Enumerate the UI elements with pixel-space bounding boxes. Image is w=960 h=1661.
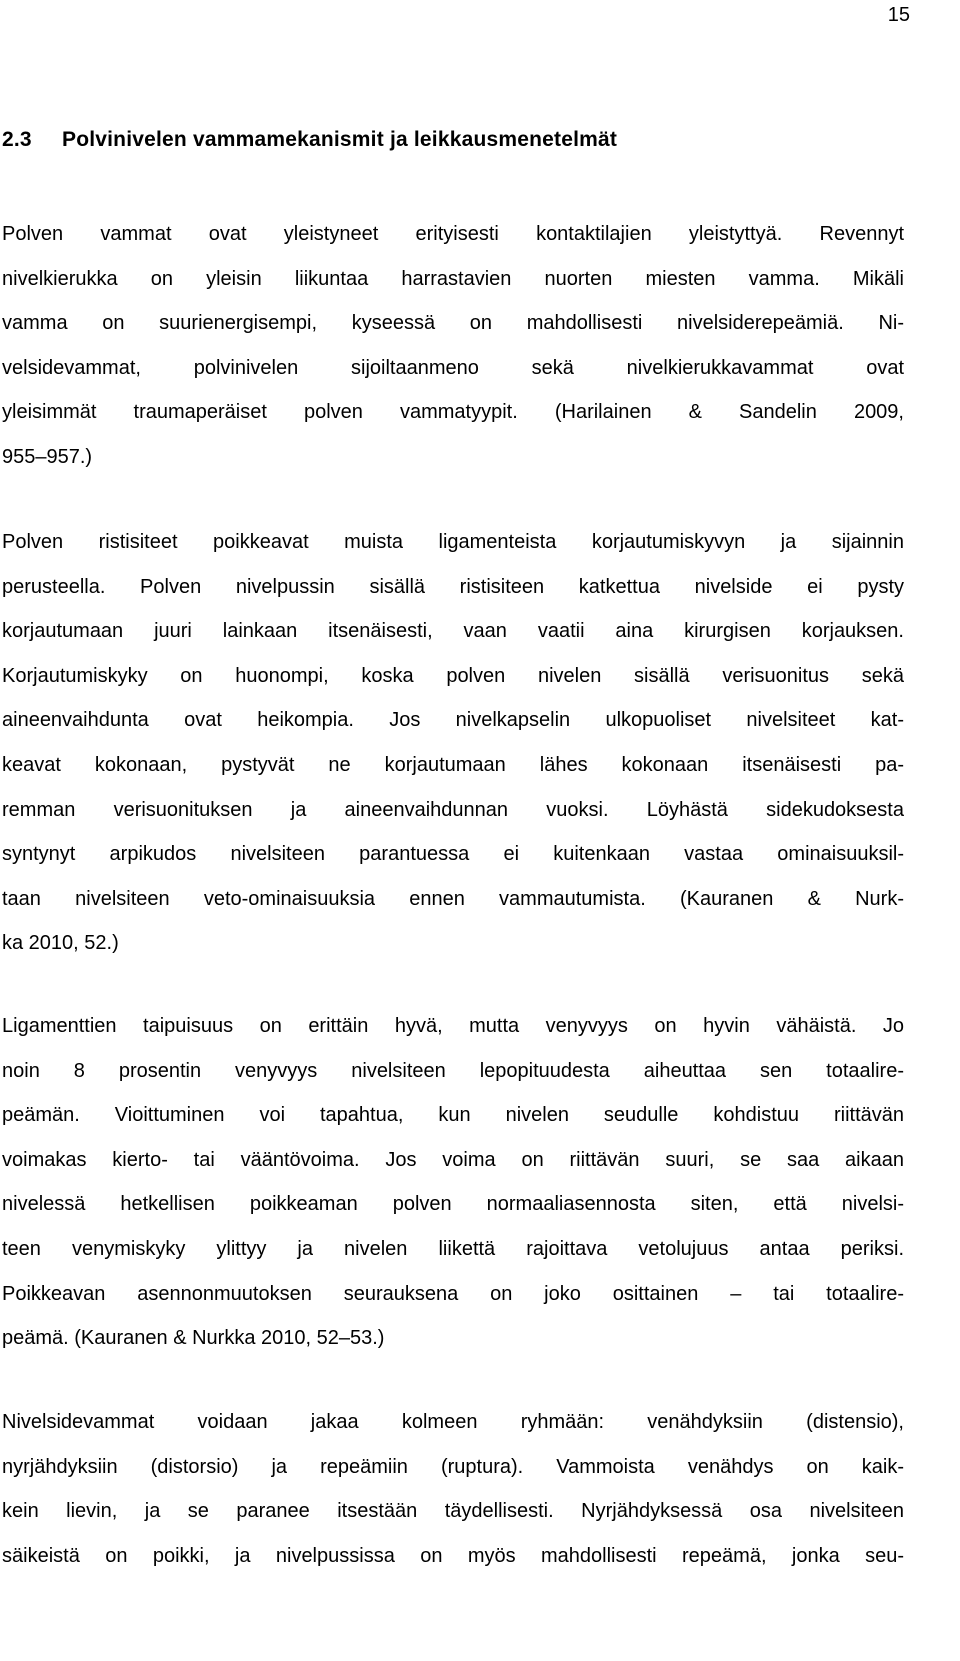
paragraph-4 [2, 1400, 904, 1578]
section-number: 2.3 [2, 128, 32, 151]
paragraph-2 [2, 520, 904, 966]
text-line: nivelessä hetkellisen poikkeaman polven normaaliasennosta siten, että nivelsi- [2, 1193, 904, 1216]
text-line: aineenvaihdunta ovat heikompia. Jos nivelkapselin ulkopuoliset nivelsiteet kat- [2, 709, 904, 732]
text-line: teen venymiskyky ylittyy ja nivelen liikettä rajoittava vetolujuus antaa periksi. [2, 1237, 904, 1260]
paragraph-1 [2, 212, 904, 480]
text-line: Polven vammat ovat yleistyneet erityisesti kontaktilajien yleistyttyä. Revennyt [2, 223, 904, 245]
text-line: taan nivelsiteen veto-ominaisuuksia ennen vammautumista. (Kauranen & Nurk- [2, 887, 904, 910]
text-line: velsidevammat, polvinivelen sijoiltaanmeno sekä nivelkierukkavammat ovat [2, 356, 904, 379]
text-line: Nivelsidevammat voidaan jakaa kolmeen ryhmään: venähdyksiin (distensio), [2, 1411, 904, 1433]
text-line: keavat kokonaan, pystyvät ne korjautumaan lähes kokonaan itsenäisesti pa- [2, 753, 904, 776]
text-line: remman verisuonituksen ja aineenvaihdunnan vuoksi. Löyhästä sidekudoksesta [2, 798, 904, 821]
text-line: säikeistä on poikki, ja nivelpussissa on myös mahdollisesti repeämä, jonka seu- [2, 1544, 904, 1567]
text-line: nivelkierukka on yleisin liikuntaa harrastavien nuorten miesten vamma. Mikäli [2, 267, 904, 290]
text-line: Korjautumiskyky on huonompi, koska polven nivelen sisällä verisuonitus sekä [2, 664, 904, 687]
text-line: ka 2010, 52.) [2, 932, 119, 955]
text-line: peämän. Vioittuminen voi tapahtua, kun nivelen seudulle kohdistuu riittävän [2, 1104, 904, 1127]
text-line: Poikkeavan asennonmuutoksen seurauksena on joko osittainen – tai totaalire- [2, 1282, 904, 1305]
text-line: kein lievin, ja se paranee itsestään täydellisesti. Nyrjähdyksessä osa nivelsiteen [2, 1500, 904, 1523]
text-line: voimakas kierto- tai vääntövoima. Jos voima on riittävän suuri, se saa aikaan [2, 1148, 904, 1171]
text-line: syntynyt arpikudos nivelsiteen parantuessa ei kuitenkaan vastaa ominaisuuksil- [2, 843, 904, 866]
text-line: vamma on suurienergisempi, kyseessä on mahdollisesti nivelsiderepeämiä. Ni- [2, 312, 904, 335]
text-line: nyrjähdyksiin (distorsio) ja repeämiin (ruptura). Vammoista venähdys on kaik- [2, 1455, 904, 1478]
text-line: noin 8 prosentin venyvyys nivelsiteen lepopituudesta aiheuttaa sen totaalire- [2, 1059, 904, 1082]
section-title: Polvinivelen vammamekanismit ja leikkausmenetelmät [62, 128, 618, 151]
section-heading [2, 128, 617, 152]
text-line: 955–957.) [2, 445, 93, 468]
text-line: korjautumaan juuri lainkaan itsenäisesti, vaan vaatii aina kirurgisen korjauksen. [2, 620, 904, 643]
text-line: perusteella. Polven nivelpussin sisällä ristisiteen katkettua nivelside ei pysty [2, 575, 904, 598]
paragraph-3 [2, 1004, 904, 1361]
text-line: peämä. (Kauranen & Nurkka 2010, 52–53.) [2, 1327, 385, 1350]
page-number: 15 [887, 4, 910, 26]
text-line: yleisimmät traumaperäiset polven vammatyypit. (Harilainen & Sandelin 2009, [2, 401, 904, 424]
text-line: Ligamenttien taipuisuus on erittäin hyvä, mutta venyvyys on hyvin vähäistä. Jo [2, 1015, 904, 1037]
text-line: Polven ristisiteet poikkeavat muista ligamenteista korjautumiskyvyn ja sijainnin [2, 531, 904, 553]
